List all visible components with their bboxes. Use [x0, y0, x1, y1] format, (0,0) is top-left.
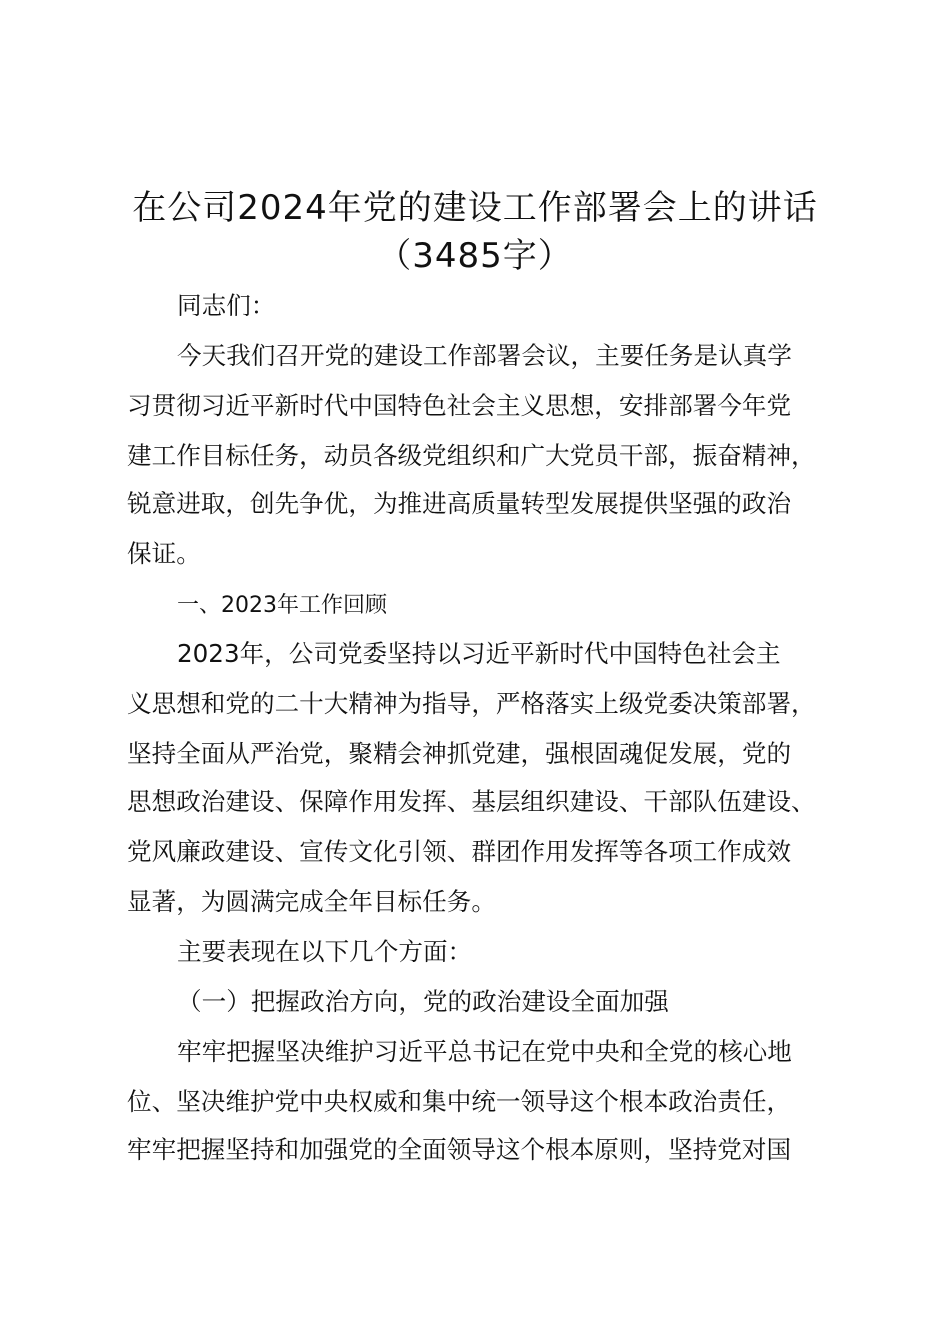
paragraph-review-line: 坚持全面从严治党，聚精会神抓党建，强根固魂促发展，党的: [127, 739, 792, 768]
paragraph-aspects: 主要表现在以下几个方面：: [177, 937, 473, 966]
paragraph-intro-line: 锐意进取，创先争优，为推进高质量转型发展提供坚强的政治: [127, 489, 792, 518]
paragraph-intro-line: 习贯彻习近平新时代中国特色社会主义思想，安排部署今年党: [127, 391, 792, 420]
salutation: 同志们：: [177, 291, 276, 320]
paragraph-politics-line: 位、坚决维护党中央权威和集中统一领导这个根本政治责任，: [127, 1087, 792, 1116]
section-heading: 一、2023年工作回顾: [177, 593, 387, 618]
document-word-count: （3485字）: [377, 236, 573, 276]
paragraph-intro-line: 今天我们召开党的建设工作部署会议，主要任务是认真学: [177, 341, 792, 370]
document-title: 在公司2024年党的建设工作部署会上的讲话: [132, 188, 818, 228]
paragraph-review-line: 党风廉政建设、宣传文化引领、群团作用发挥等各项工作成效: [127, 837, 792, 866]
paragraph-politics-line: 牢牢把握坚持和加强党的全面领导这个根本原则，坚持党对国: [127, 1135, 792, 1164]
paragraph-review-line: 2023年，公司党委坚持以习近平新时代中国特色社会主: [177, 639, 781, 668]
paragraph-intro-line: 建工作目标任务，动员各级党组织和广大党员干部，振奋精神，: [127, 441, 816, 470]
paragraph-politics-line: 牢牢把握坚决维护习近平总书记在党中央和全党的核心地: [177, 1037, 792, 1066]
paragraph-review-line: 显著，为圆满完成全年目标任务。: [127, 887, 496, 916]
paragraph-intro-line: 保证。: [127, 539, 201, 568]
subsection-heading: （一）把握政治方向，党的政治建设全面加强: [177, 987, 669, 1016]
paragraph-review-line: 思想政治建设、保障作用发挥、基层组织建设、干部队伍建设、: [127, 787, 816, 816]
paragraph-review-line: 义思想和党的二十大精神为指导，严格落实上级党委决策部署，: [127, 689, 816, 718]
